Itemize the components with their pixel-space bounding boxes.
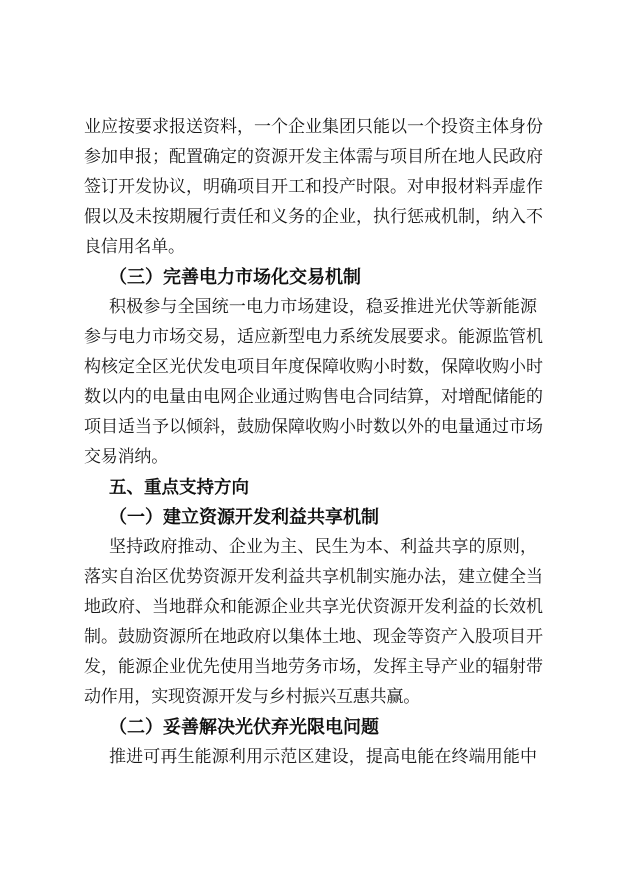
- text-line: 推 进 可 再 生 能 源 利 用 示 范 区 建 设 ， 提 高 电 能 在 终 端 用 能 中: [109, 747, 537, 766]
- text-line: 项 目 适 当 予 以 倾 斜 ， 鼓 励 保 障 收 购 小 时 数 以 外 的 电 量 通 过 市 场: [84, 417, 543, 436]
- text-line: （三）完善电力市场化交易机制: [109, 267, 361, 287]
- text-line: 地 政 府 、 当 地 群 众 和 能 源 企 业 共 享 光 伏 资 源 开 发 利 益 的 长 效 机: [84, 597, 543, 616]
- text-line: （一）建立资源开发利益共享机制: [109, 507, 379, 527]
- subsection-heading: [84, 502, 537, 532]
- text-line: 良信用名单。: [84, 237, 185, 256]
- text-line: 落 实 自 治 区 优 势 资 源 开 发 利 益 共 享 机 制 实 施 办 法 ， 建 立 健 全 当: [84, 567, 543, 586]
- body: [84, 292, 543, 472]
- text-line: 业 应 按 要 求 报 送 资 料 ， 一 个 企 业 集 团 只 能 以 一 个 投 资 主 体 身 份: [84, 117, 543, 136]
- body: [84, 742, 537, 772]
- text-line: 动作用，实现资源开发与乡村振兴互惠共赢。: [84, 687, 420, 706]
- text-line: 积 极 参 与 全 国 统 一 电 力 市 场 建 设 ， 稳 妥 推 进 光 伏 等 新 能 源: [109, 297, 537, 316]
- subsection-heading: [84, 262, 537, 292]
- text-line: 假 以 及 未 按 期 履 行 责 任 和 义 务 的 企 业 ， 执 行 惩 戒 机 制 ， 纳 入 不: [84, 207, 543, 226]
- text-line: 交易消纳。: [84, 447, 168, 466]
- text-line: 数 以 内 的 电 量 由 电 网 企 业 通 过 购 售 电 合 同 结 算 ， 对 增 配 储 能 的: [84, 387, 543, 406]
- text-line: 坚 持 政 府 推 动 、 企 业 为 主 、 民 生 为 本 、 利 益 共 享 的 原 则 ，: [109, 537, 537, 556]
- text-line: （二）妥善解决光伏弃光限电问题: [109, 717, 379, 737]
- text-line: 签 订 开 发 协 议 ， 明 确 项 目 开 工 和 投 产 时 限 。 对 申 报 材 料 弄 虚 作: [84, 177, 543, 196]
- text-line: 参 与 电 力 市 场 交 易 ， 适 应 新 型 电 力 系 统 发 展 要 求 。 能 源 监 管 机: [84, 327, 543, 346]
- section-heading: [84, 472, 537, 502]
- text-line: 参 加 申 报 ； 配 置 确 定 的 资 源 开 发 主 体 需 与 项 目 所 在 地 人 民 政 府: [84, 147, 543, 166]
- text-line: 五、重点支持方向: [109, 477, 249, 497]
- body: [84, 532, 543, 712]
- body-continuation: [84, 112, 543, 262]
- text-line: 构 核 定 全 区 光 伏 发 电 项 目 年 度 保 障 收 购 小 时 数 ， 保 障 收 购 小 时: [84, 357, 543, 376]
- subsection-heading: [84, 712, 537, 742]
- document-content: [84, 112, 543, 772]
- text-line: 发 ， 能 源 企 业 优 先 使 用 当 地 劳 务 市 场 ， 发 挥 主 导 产 业 的 辐 射 带: [84, 657, 543, 676]
- text-line: 制 。 鼓 励 资 源 所 在 地 政 府 以 集 体 土 地 、 现 金 等 资 产 入 股 项 目 开: [84, 627, 543, 646]
